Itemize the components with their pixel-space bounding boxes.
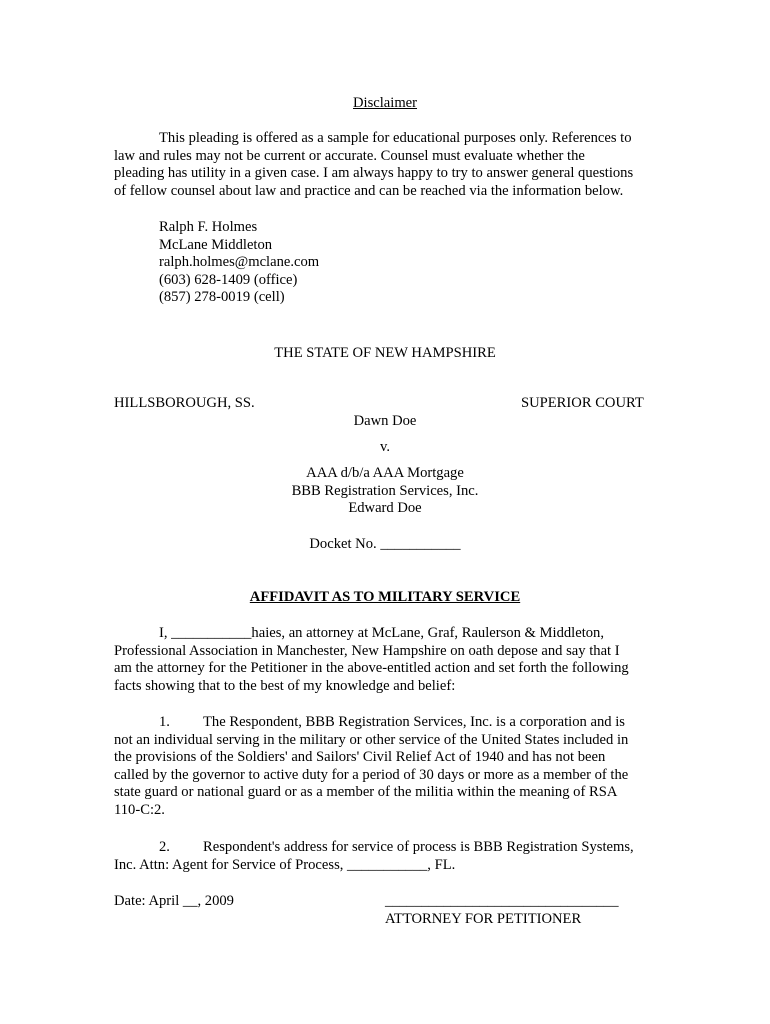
disclaimer-line: This pleading is offered as a sample for educational purposes only. References to <box>159 130 632 146</box>
intro-line: am the attorney for the Petitioner in the above-entitled action and set forth the following <box>114 660 629 677</box>
state-heading: THE STATE OF NEW HAMPSHIRE <box>274 345 496 361</box>
contact-block <box>159 219 319 307</box>
contact-cell-phone: (857) 278-0019 (cell) <box>159 289 285 306</box>
signature-line: ________________________________ <box>385 893 619 909</box>
paragraph-line: 2. Respondent's address for service of process is BBB Registration Systems, <box>159 839 634 855</box>
contact-email: ralph.holmes@mclane.com <box>159 254 320 271</box>
defendant-name: Edward Doe <box>348 500 422 516</box>
disclaimer-line: of fellow counsel about law and practice and can be reached via the information below. <box>114 182 624 199</box>
court-label: SUPERIOR COURT <box>521 395 644 411</box>
signature-date: Date: April __, 2009 <box>114 893 234 909</box>
disclaimer-paragraph <box>114 130 659 200</box>
disclaimer-title: Disclaimer <box>352 95 418 111</box>
contact-name: Ralph F. Holmes <box>159 219 258 235</box>
affidavit-paragraph-2 <box>114 839 659 874</box>
defendant-name: AAA d/b/a AAA Mortgage <box>306 465 464 481</box>
paragraph-line: called by the governor to active duty for a period of 30 days or more as a member of the <box>114 766 629 783</box>
paragraph-line: Inc. Attn: Agent for Service of Process, ___________, FL. <box>114 856 456 873</box>
signature-label: ATTORNEY FOR PETITIONER <box>385 911 582 927</box>
affidavit-title: AFFIDAVIT AS TO MILITARY SERVICE <box>249 589 521 605</box>
paragraph-line: 1. The Respondent, BBB Registration Services, Inc. is a corporation and is <box>159 714 625 730</box>
contact-firm: McLane Middleton <box>159 236 273 253</box>
affidavit-intro <box>114 625 659 695</box>
paragraph-line: state guard or national guard or as a member of the militia within the meaning of RSA <box>114 784 618 801</box>
intro-line: I, ___________haies, an attorney at McLane, Graf, Raulerson & Middleton, <box>159 625 604 641</box>
paragraph-line: 110-C:2. <box>114 801 165 818</box>
paragraph-line: the provisions of the Soldiers' and Sailors' Civil Relief Act of 1940 and has not been <box>114 749 606 766</box>
paragraph-line: not an individual serving in the military or other service of the United States included in <box>114 731 629 748</box>
intro-line: facts showing that to the best of my knowledge and belief: <box>114 677 456 694</box>
defendant-name: BBB Registration Services, Inc. <box>291 483 479 499</box>
docket-number: Docket No. ___________ <box>309 536 461 552</box>
contact-office-phone: (603) 628-1409 (office) <box>159 271 298 288</box>
disclaimer-line: pleading has utility in a given case. I am always happy to try to answer general questions <box>114 165 634 182</box>
versus-label: v. <box>380 439 390 455</box>
affidavit-paragraph-1 <box>114 714 659 820</box>
paragraph-number: 1. <box>159 714 170 730</box>
paragraph-number: 2. <box>159 839 170 855</box>
intro-line: Professional Association in Manchester, New Hampshire on oath depose and say that I <box>114 642 620 659</box>
disclaimer-line: law and rules may not be current or accurate. Counsel must evaluate whether the <box>114 147 585 164</box>
plaintiff-name: Dawn Doe <box>353 413 417 429</box>
county-label: HILLSBOROUGH, SS. <box>114 395 255 411</box>
